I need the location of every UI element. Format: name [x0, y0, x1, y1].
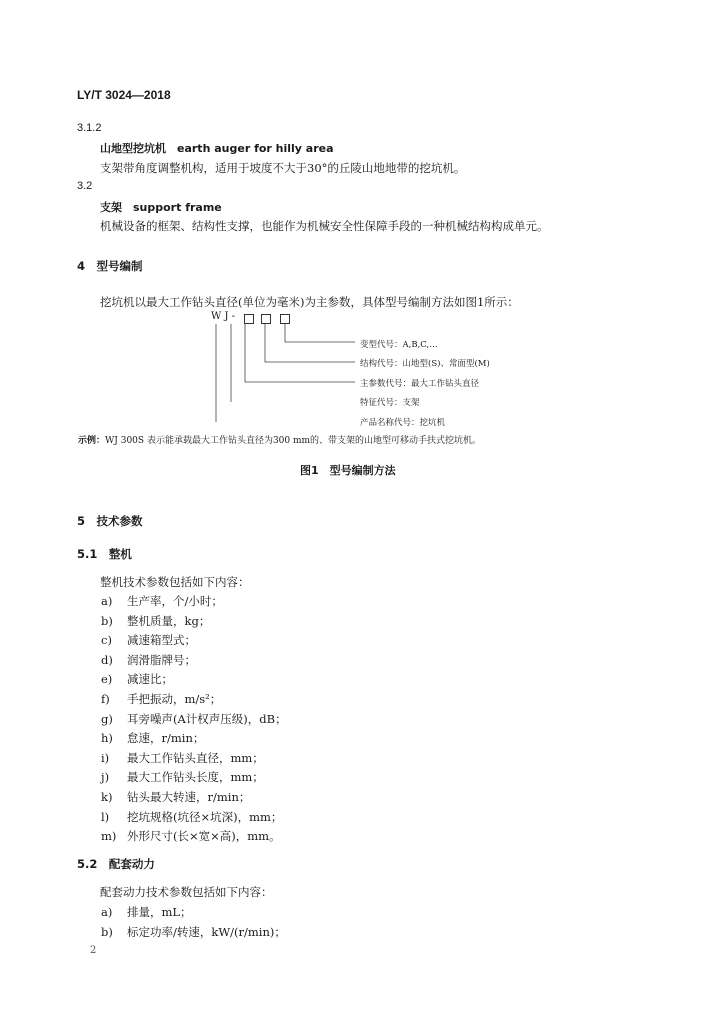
list-item-text: 怠速，r/min； [127, 731, 205, 746]
list-item [101, 632, 196, 648]
diagram-label: 结构代号：山地型(S)、常面型(M) [360, 359, 490, 369]
example-label: 示例： [78, 436, 106, 446]
list-item [101, 691, 221, 707]
list-item-label: c) [101, 633, 112, 648]
paragraph: 整机技术参数包括如下内容： [100, 575, 250, 589]
list-item-text: 减速比； [127, 672, 173, 687]
list-item [101, 924, 286, 940]
list-item-label: h) [101, 731, 113, 746]
example-note [78, 433, 481, 446]
list-item-label: b) [101, 613, 113, 628]
list-item-label: j) [101, 770, 110, 785]
list-item [101, 671, 173, 687]
clause-number: 3.1.2 [77, 122, 102, 134]
list-item [101, 652, 196, 668]
subsection-heading: 5.1 整机 [77, 547, 132, 561]
diagram-label: 变型代号：A,B,C,… [360, 340, 438, 350]
example-text: WJ 300S 表示能承载最大工作钻头直径为300 mm的、带支架的山地型可移动手扶式挖坑机。 [105, 436, 482, 446]
list-item [101, 750, 264, 766]
list-item-text: 排量，mL； [127, 905, 192, 919]
list-item-label: d) [101, 652, 113, 667]
list-item-label: g) [101, 711, 113, 726]
list-item [101, 769, 264, 785]
list-item-text: 最大工作钻头直径，mm； [127, 750, 264, 765]
list-item-text: 标定功率/转速，kW/(r/min)； [127, 924, 286, 939]
list-item-text: 最大工作钻头长度，mm； [127, 770, 264, 785]
subsection-heading: 5.2 配套动力 [77, 857, 155, 871]
list-item-label: a) [101, 905, 113, 919]
list-item-label: e) [101, 672, 113, 687]
list-item-label: l) [101, 809, 110, 824]
figure-caption: 图1 型号编制方法 [300, 464, 396, 477]
list-item-text: 外形尺寸(长×宽×高)，mm。 [127, 829, 281, 844]
list-item-text: 生产率，个/小时； [127, 594, 223, 608]
list-item [101, 789, 250, 805]
diagram-label: 主参数代号：最大工作钻头直径 [360, 379, 480, 389]
list-item-label: m) [101, 829, 117, 844]
clause-number: 3.2 [77, 180, 93, 192]
diagram-label: 产品名称代号：挖坑机 [360, 418, 446, 428]
list-item [101, 613, 210, 629]
list-item [101, 711, 287, 727]
list-item-text: 润滑脂牌号； [127, 652, 196, 667]
list-item-label: k) [101, 790, 113, 804]
paragraph: 配套动力技术参数包括如下内容： [100, 885, 273, 899]
list-item [101, 730, 204, 746]
term-definition: 支架带角度调整机构，适用于坡度不大于30°的丘陵山地地带的挖坑机。 [100, 161, 466, 175]
diagram-label: 特征代号：支架 [360, 398, 420, 408]
list-item [101, 809, 282, 825]
list-item-label: f) [101, 692, 110, 706]
list-item [101, 593, 223, 609]
list-item [101, 828, 281, 844]
document-header: LY/T 3024—2018 [77, 88, 171, 102]
list-item-text: 耳旁噪声(A计权声压级)，dB； [127, 711, 287, 726]
paragraph: 挖坑机以最大工作钻头直径(单位为毫米)为主参数，具体型号编制方法如图1所示： [100, 295, 519, 309]
list-item-text: 挖坑规格(坑径×坑深)，mm； [127, 809, 283, 824]
list-item-label: i) [101, 750, 110, 765]
list-item-text: 手把振动，m/s²； [127, 692, 222, 706]
term-heading: 支架 support frame [100, 201, 222, 214]
page-number: 2 [90, 945, 97, 956]
term-definition: 机械设备的框架、结构性支撑，也能作为机械安全性保障手段的一种机械结构构成单元。 [100, 219, 549, 233]
list-item [101, 904, 192, 920]
list-item-label: b) [101, 924, 113, 939]
term-heading: 山地型挖坑机 earth auger for hilly area [100, 142, 334, 155]
section-heading: 4 型号编制 [77, 259, 143, 273]
list-item-text: 钻头最大转速，r/min； [127, 790, 251, 804]
list-item-label: a) [101, 594, 113, 608]
section-heading: 5 技术参数 [77, 514, 143, 528]
diagram-lines [0, 0, 724, 440]
list-item-text: 整机质量，kg； [127, 613, 211, 628]
list-item-text: 减速箱型式； [127, 633, 196, 648]
diagram-code: W J - [211, 311, 236, 322]
